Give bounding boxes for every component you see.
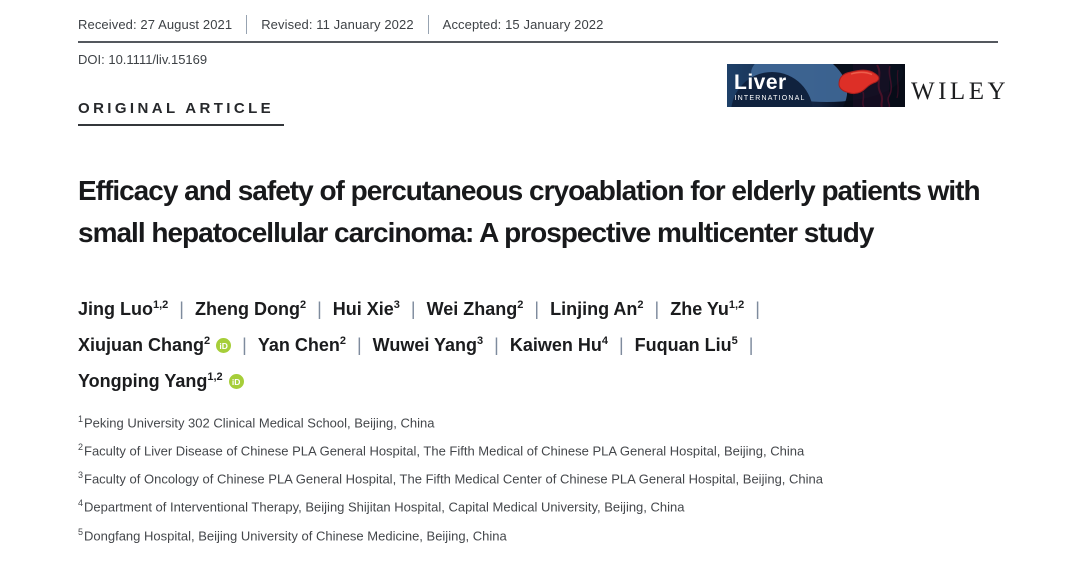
wiley-logo: WILEY [911,78,1010,105]
author-affiliation-sup: 2 [299,298,307,311]
article-type-row [78,100,1008,126]
author-separator: | [618,334,624,355]
affiliation-sup: 4 [78,498,84,509]
author-separator: | [179,298,184,319]
author-name: Zheng Dong [194,298,300,319]
vertical-divider [246,15,247,34]
author-separator: | [317,298,322,319]
affiliation-item [78,491,1008,519]
author [550,299,643,319]
author-line [78,291,1008,327]
author-name: Jing Luo [78,298,153,319]
affiliation-sup: 3 [78,470,84,481]
author [258,335,346,355]
orcid-icon[interactable]: iD [216,338,231,353]
author-affiliation-sup: 2 [517,298,524,311]
journal-name: Liver [734,71,787,94]
author [195,299,306,319]
author-name: Kaiwen Hu [509,334,602,355]
author-separator: | [755,298,760,319]
author-name: Yan Chen [257,334,340,355]
orcid-icon[interactable]: iD [229,374,244,389]
author-affiliation-sup: 2 [339,334,346,347]
received-date: Received: 27 August 2021 [78,17,233,32]
affiliation-item [78,407,1008,435]
author-name: Hui Xie [332,298,394,319]
author [670,299,744,319]
author-separator: | [242,334,247,355]
doi-text: DOI: 10.1111/liv.15169 [78,51,208,67]
affiliation-list [78,407,1008,549]
author-line [78,363,1008,399]
accepted-date: Accepted: 15 January 2022 [442,17,604,32]
header-divider [78,41,998,43]
article-title: Efficacy and safety of percutaneous cryoablation for elderly patients with small hepatocellular carcinoma: A prospective multicenter study [78,174,980,248]
author-affiliation-sup: 5 [731,334,738,347]
author-affiliation-sup: 3 [393,298,400,311]
affiliation-item [78,463,1008,491]
affiliation-text: Faculty of Liver Disease of Chinese PLA General Hospital, The Fifth Medical of Chinese PLA General Hospital, Beijing, China [84,443,805,459]
revised-date: Revised: 11 January 2022 [261,17,414,32]
author [427,299,524,319]
author-separator: | [494,334,499,355]
received-revised-accepted-row [78,0,1008,34]
author-separator: | [356,334,362,355]
affiliation-text: Department of Interventional Therapy, Beijing Shijitan Hospital, Capital Medical University, Beijing, China [84,499,685,515]
author-name: Xiujuan Chang [78,334,204,355]
author [78,299,168,319]
affiliation-item [78,435,1008,463]
author-affiliation-sup: 4 [601,334,608,347]
author-name: Wei Zhang [426,298,518,319]
article-type-label: ORIGINAL ARTICLE [78,100,284,126]
author [78,335,231,355]
author-affiliation-sup: 2 [204,334,211,347]
author-line [78,327,1008,363]
affiliation-sup: 5 [78,526,84,537]
author-name: Yongping Yang [78,370,208,391]
author-name: Zhe Yu [670,298,729,319]
author-name: Fuquan Liu [634,334,732,355]
author [78,371,244,391]
affiliation-text: Faculty of Oncology of Chinese PLA General Hospital, The Fifth Medical Center of Chinese PLA General Hospital, Beijing, China [84,471,823,487]
author-affiliation-sup: 1,2 [153,298,169,311]
author-affiliation-sup: 1,2 [728,298,745,311]
author [333,299,400,319]
affiliation-sup: 2 [78,441,84,452]
author [373,335,484,355]
author-affiliation-sup: 2 [637,298,644,311]
affiliation-text: Peking University 302 Clinical Medical School, Beijing, China [84,414,435,430]
affiliation-text: Dongfang Hospital, Beijing University of Chinese Medicine, Beijing, China [84,528,507,544]
affiliation-item [78,520,1008,548]
author-separator: | [410,298,416,319]
affiliation-sup: 1 [78,413,84,424]
author-separator: | [654,298,660,319]
author-separator: | [748,334,754,355]
article-content [78,0,1008,548]
author-name: Wuwei Yang [372,334,478,355]
author-affiliation-sup: 3 [477,334,484,347]
author [510,335,608,355]
vertical-divider [428,15,429,34]
author-affiliation-sup: 1,2 [207,370,223,383]
author-name: Linjing An [550,298,638,319]
author-separator: | [534,298,540,319]
journal-subname: INTERNATIONAL [734,95,806,102]
author-list [78,291,1008,399]
author [635,335,738,355]
